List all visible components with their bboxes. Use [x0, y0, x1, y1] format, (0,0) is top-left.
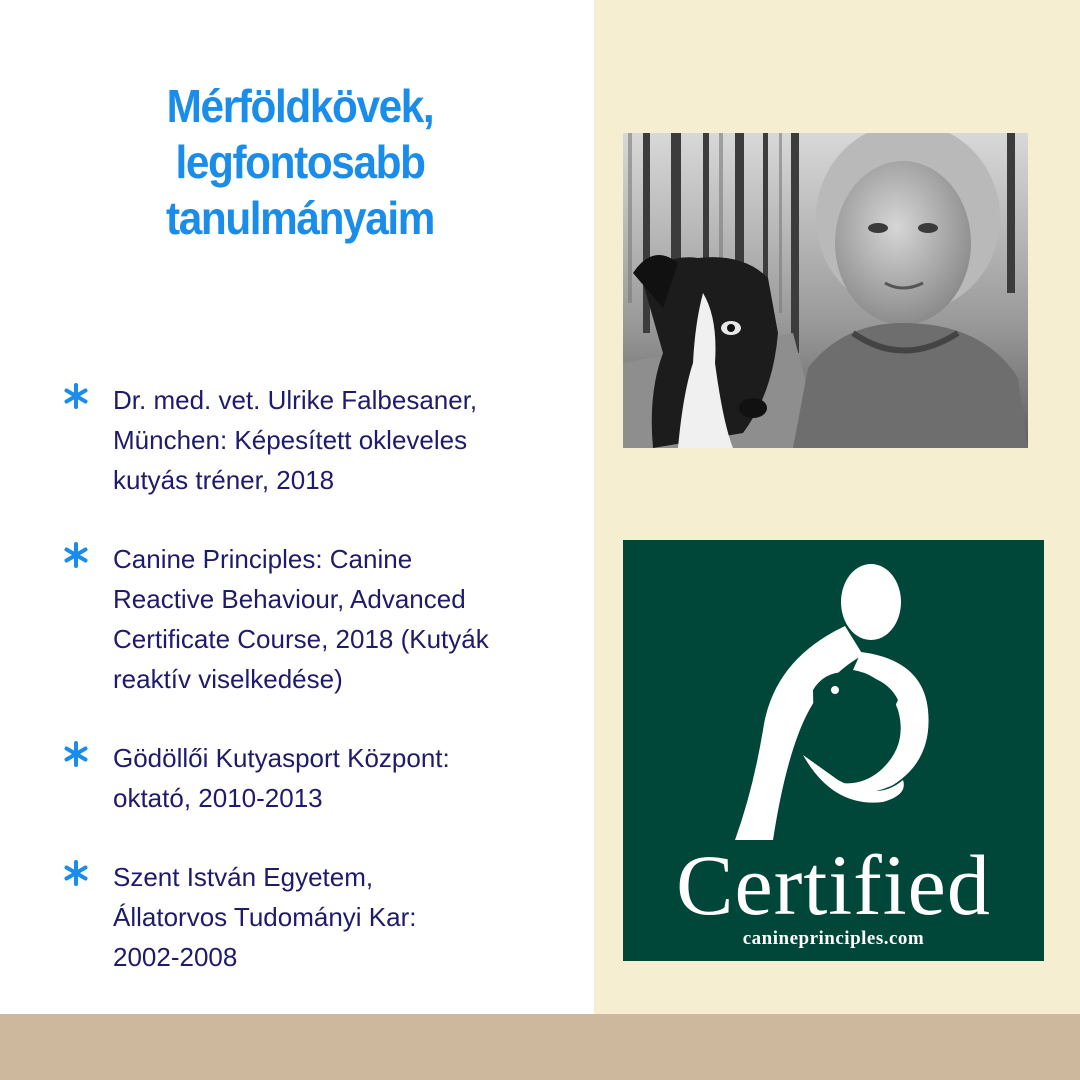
- milestone-line: Állatorvos Tudományi Kar:: [113, 902, 417, 932]
- certified-word: Certified: [676, 837, 991, 933]
- milestone-line: München: Képesített okleveles: [113, 425, 468, 455]
- milestone-line: kutyás tréner, 2018: [113, 465, 335, 495]
- milestone-text: [113, 738, 553, 818]
- title-line-1: Mérföldkövek,: [166, 80, 434, 132]
- certified-logo: [623, 540, 1044, 961]
- milestone-line: 2002-2008: [113, 942, 238, 972]
- logo-url: canineprinciples.com: [742, 928, 925, 949]
- asterisk-icon: [62, 740, 90, 768]
- title-line-2: legfontosabb: [175, 136, 425, 188]
- milestone-text: [113, 857, 553, 977]
- milestone-line: oktató, 2010-2013: [113, 783, 323, 813]
- milestone-line: Certificate Course, 2018 (Kutyák: [113, 624, 489, 654]
- milestone-line: Reactive Behaviour, Advanced: [113, 584, 466, 614]
- milestone-line: Canine Principles: Canine: [113, 544, 413, 574]
- title-line-3: tanulmányaim: [165, 192, 435, 244]
- asterisk-icon: [62, 541, 90, 569]
- hug-emblem-icon: [623, 540, 1044, 840]
- photo-illustration: [623, 133, 1028, 448]
- page-title: [79, 78, 521, 246]
- bottom-band: [0, 1014, 1080, 1080]
- asterisk-icon: [62, 382, 90, 410]
- milestone-line: Dr. med. vet. Ulrike Falbesaner,: [113, 385, 478, 415]
- milestone-text: [113, 380, 553, 500]
- asterisk-icon: [62, 859, 90, 887]
- milestone-line: Szent István Egyetem,: [113, 862, 374, 892]
- milestone-text: [113, 539, 553, 699]
- milestone-line: reaktív viselkedése): [113, 664, 343, 694]
- milestone-line: Gödöllői Kutyasport Központ:: [113, 743, 450, 773]
- portrait-photo: [623, 133, 1028, 448]
